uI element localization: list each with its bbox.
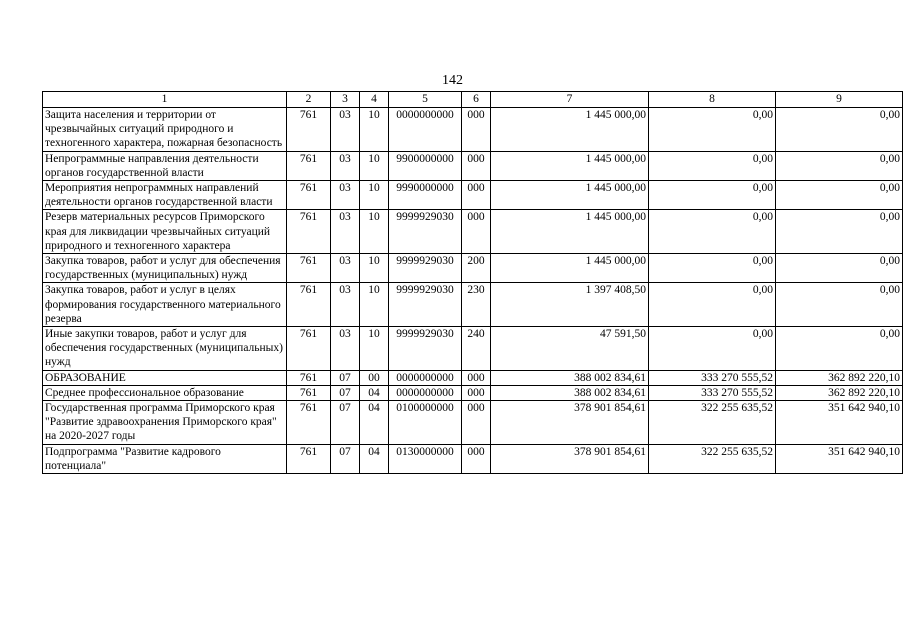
amount-col8: 333 270 555,52 [649, 385, 776, 400]
ministry-code: 761 [287, 370, 331, 385]
ministry-code: 761 [287, 283, 331, 327]
section-code: 03 [331, 181, 360, 210]
table-row [43, 401, 903, 445]
column-header: 3 [331, 92, 360, 108]
amount-col8: 322 255 635,52 [649, 444, 776, 473]
amount-col9: 0,00 [776, 254, 903, 283]
subsection-code: 10 [360, 327, 389, 371]
amount-col7: 378 901 854,61 [491, 444, 649, 473]
amount-col9: 351 642 940,10 [776, 444, 903, 473]
header-row [43, 92, 903, 108]
subsection-code: 00 [360, 370, 389, 385]
amount-col8: 0,00 [649, 108, 776, 152]
ministry-code: 761 [287, 108, 331, 152]
amount-col9: 362 892 220,10 [776, 370, 903, 385]
table-row [43, 254, 903, 283]
target-article-code: 0000000000 [389, 385, 462, 400]
target-article-code: 9999929030 [389, 283, 462, 327]
column-header: 4 [360, 92, 389, 108]
row-name: ОБРАЗОВАНИЕ [43, 370, 287, 385]
target-article-code: 9999929030 [389, 254, 462, 283]
table-row [43, 283, 903, 327]
target-article-code: 0130000000 [389, 444, 462, 473]
section-code: 03 [331, 327, 360, 371]
amount-col9: 362 892 220,10 [776, 385, 903, 400]
row-name: Среднее профессиональное образование [43, 385, 287, 400]
subsection-code: 10 [360, 254, 389, 283]
expense-type-code: 000 [462, 181, 491, 210]
row-name: Закупка товаров, работ и услуг в целях формирования государственного материального резерва [43, 283, 287, 327]
budget-table [42, 91, 903, 474]
amount-col7: 1 445 000,00 [491, 210, 649, 254]
expense-type-code: 000 [462, 108, 491, 152]
subsection-code: 10 [360, 181, 389, 210]
subsection-code: 10 [360, 210, 389, 254]
column-header: 6 [462, 92, 491, 108]
amount-col7: 1 445 000,00 [491, 181, 649, 210]
subsection-code: 04 [360, 385, 389, 400]
table-row [43, 327, 903, 371]
target-article-code: 9900000000 [389, 151, 462, 180]
table-row [43, 444, 903, 473]
table-row [43, 181, 903, 210]
ministry-code: 761 [287, 151, 331, 180]
amount-col8: 0,00 [649, 181, 776, 210]
table-row [43, 370, 903, 385]
target-article-code: 0100000000 [389, 401, 462, 445]
section-code: 07 [331, 370, 360, 385]
expense-type-code: 000 [462, 401, 491, 445]
expense-type-code: 000 [462, 210, 491, 254]
amount-col8: 322 255 635,52 [649, 401, 776, 445]
amount-col8: 0,00 [649, 283, 776, 327]
target-article-code: 9999929030 [389, 210, 462, 254]
ministry-code: 761 [287, 401, 331, 445]
subsection-code: 04 [360, 444, 389, 473]
ministry-code: 761 [287, 327, 331, 371]
amount-col9: 0,00 [776, 151, 903, 180]
amount-col7: 388 002 834,61 [491, 385, 649, 400]
target-article-code: 0000000000 [389, 108, 462, 152]
amount-col9: 0,00 [776, 327, 903, 371]
column-header: 8 [649, 92, 776, 108]
amount-col8: 0,00 [649, 254, 776, 283]
row-name: Закупка товаров, работ и услуг для обеспечения государственных (муниципальных) нужд [43, 254, 287, 283]
section-code: 07 [331, 385, 360, 400]
amount-col8: 0,00 [649, 210, 776, 254]
ministry-code: 761 [287, 444, 331, 473]
row-name: Государственная программа Приморского края "Развитие здравоохранения Приморского края" на 2020-2027 годы [43, 401, 287, 445]
section-code: 03 [331, 108, 360, 152]
amount-col9: 0,00 [776, 108, 903, 152]
expense-type-code: 240 [462, 327, 491, 371]
amount-col8: 0,00 [649, 327, 776, 371]
section-code: 03 [331, 283, 360, 327]
ministry-code: 761 [287, 181, 331, 210]
amount-col7: 1 397 408,50 [491, 283, 649, 327]
column-header: 9 [776, 92, 903, 108]
expense-type-code: 000 [462, 151, 491, 180]
row-name: Иные закупки товаров, работ и услуг для обеспечения государственных (муниципальных) нужд [43, 327, 287, 371]
table-row [43, 210, 903, 254]
target-article-code: 0000000000 [389, 370, 462, 385]
subsection-code: 10 [360, 108, 389, 152]
expense-type-code: 000 [462, 444, 491, 473]
target-article-code: 9990000000 [389, 181, 462, 210]
expense-type-code: 000 [462, 385, 491, 400]
row-name: Мероприятия непрограммных направлений деятельности органов государственной власти [43, 181, 287, 210]
expense-type-code: 200 [462, 254, 491, 283]
row-name: Резерв материальных ресурсов Приморского края для ликвидации чрезвычайных ситуаций природного и техногенного характера [43, 210, 287, 254]
table-row [43, 385, 903, 400]
expense-type-code: 230 [462, 283, 491, 327]
column-header: 1 [43, 92, 287, 108]
amount-col9: 351 642 940,10 [776, 401, 903, 445]
section-code: 07 [331, 444, 360, 473]
column-header: 5 [389, 92, 462, 108]
subsection-code: 10 [360, 283, 389, 327]
subsection-code: 04 [360, 401, 389, 445]
table-row [43, 108, 903, 152]
column-header: 2 [287, 92, 331, 108]
row-name: Подпрограмма "Развитие кадрового потенциала" [43, 444, 287, 473]
amount-col9: 0,00 [776, 283, 903, 327]
amount-col7: 1 445 000,00 [491, 254, 649, 283]
amount-col7: 47 591,50 [491, 327, 649, 371]
page-number: 142 [442, 73, 463, 88]
expense-type-code: 000 [462, 370, 491, 385]
ministry-code: 761 [287, 254, 331, 283]
amount-col9: 0,00 [776, 181, 903, 210]
section-code: 03 [331, 151, 360, 180]
amount-col7: 388 002 834,61 [491, 370, 649, 385]
section-code: 03 [331, 254, 360, 283]
row-name: Непрограммные направления деятельности органов государственной власти [43, 151, 287, 180]
column-header: 7 [491, 92, 649, 108]
amount-col7: 1 445 000,00 [491, 151, 649, 180]
amount-col8: 0,00 [649, 151, 776, 180]
amount-col7: 1 445 000,00 [491, 108, 649, 152]
ministry-code: 761 [287, 385, 331, 400]
ministry-code: 761 [287, 210, 331, 254]
target-article-code: 9999929030 [389, 327, 462, 371]
table-row [43, 151, 903, 180]
amount-col8: 333 270 555,52 [649, 370, 776, 385]
amount-col7: 378 901 854,61 [491, 401, 649, 445]
amount-col9: 0,00 [776, 210, 903, 254]
section-code: 07 [331, 401, 360, 445]
row-name: Защита населения и территории от чрезвычайных ситуаций природного и техногенного характера, пожарная безопасность [43, 108, 287, 152]
subsection-code: 10 [360, 151, 389, 180]
section-code: 03 [331, 210, 360, 254]
